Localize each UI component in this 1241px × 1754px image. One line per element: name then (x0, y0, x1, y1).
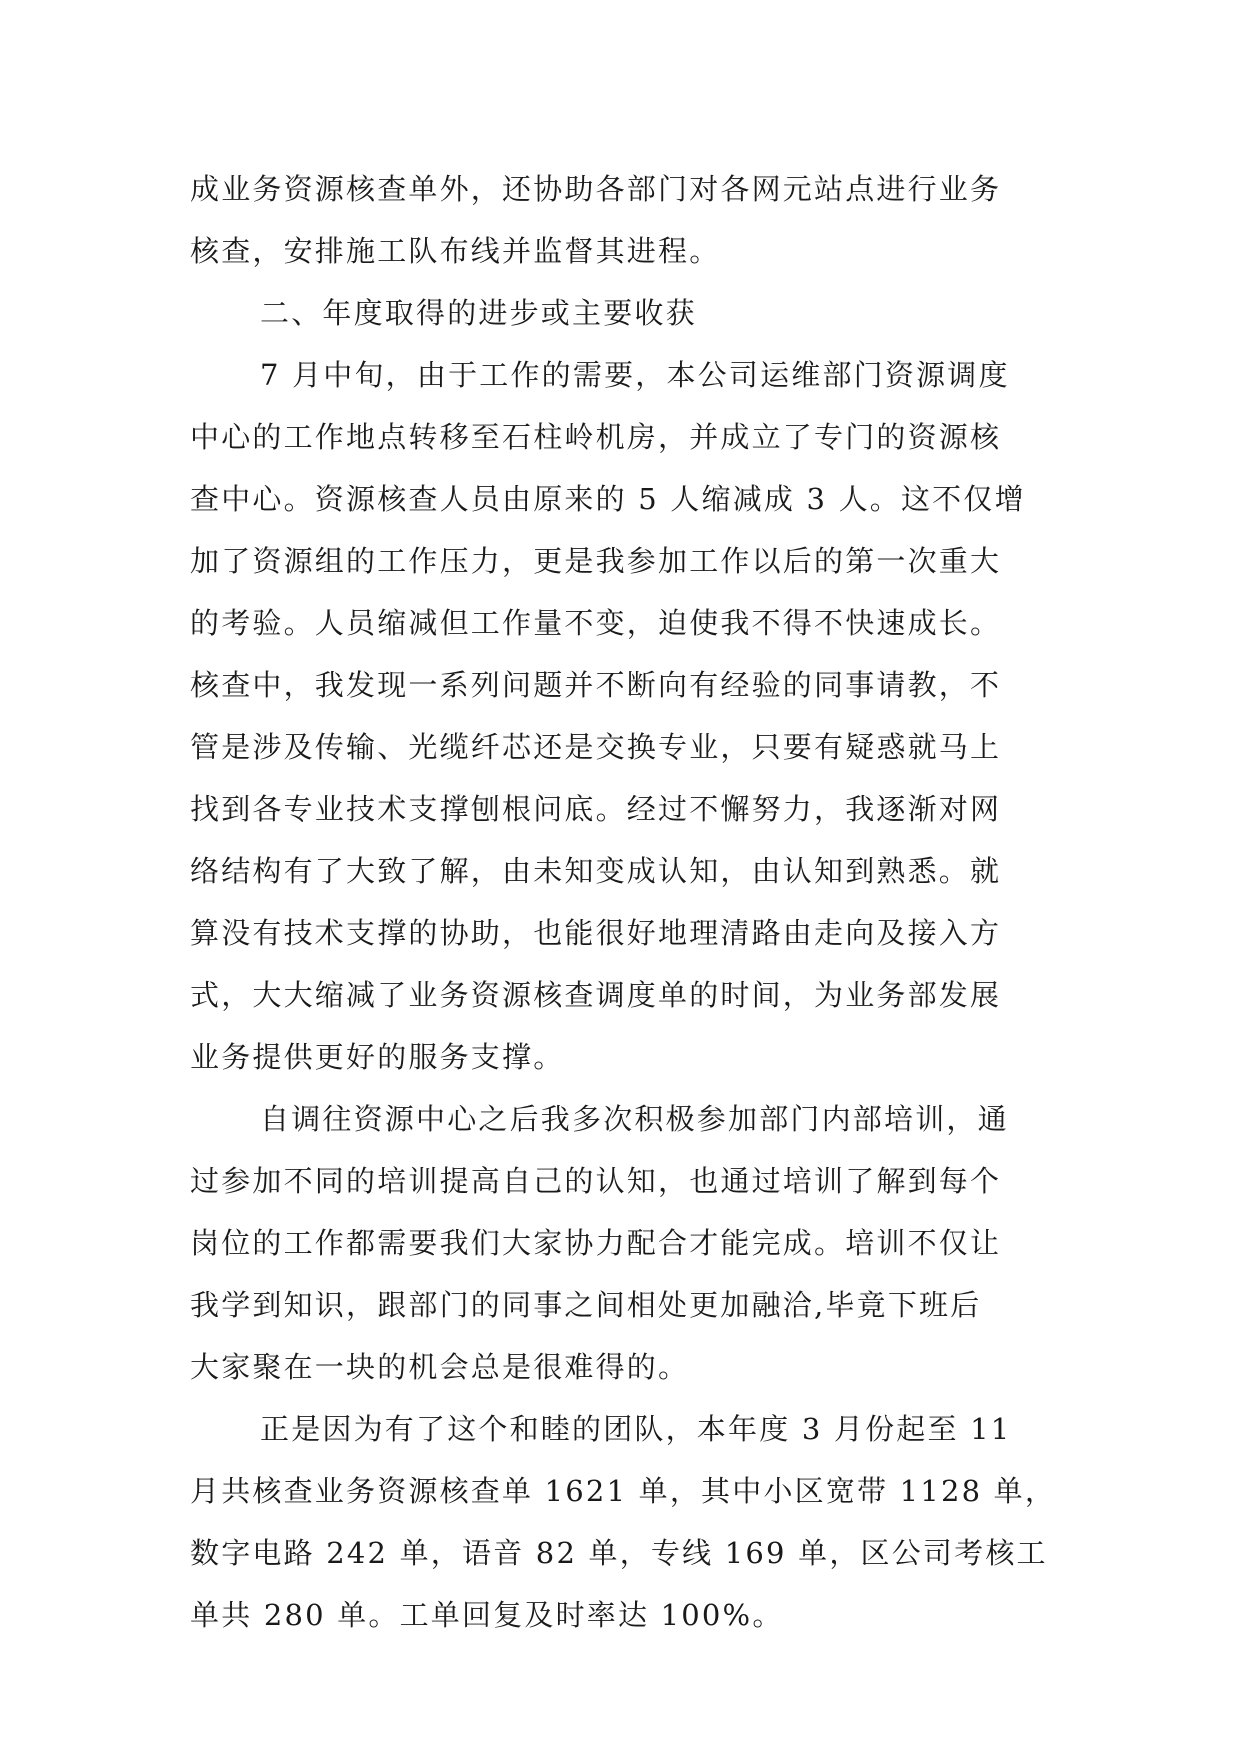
text-line: 加了资源组的工作压力，更是我参加工作以后的第一次重大 (190, 544, 1002, 578)
text-line: 查中心。资源核查人员由原来的 5 人缩减成 3 人。这不仅增 (190, 482, 1026, 516)
text-line: 月共核查业务资源核查单 1621 单，其中小区宽带 1128 单， (190, 1474, 1057, 1508)
text-line: 络结构有了大致了解，由未知变成认知，由认知到熟悉。就 (190, 854, 1002, 888)
text-line: 二、年度取得的进步或主要收获 (260, 296, 697, 330)
text-line: 核查中，我发现一系列问题并不断向有经验的同事请教，不 (190, 668, 1002, 702)
text-line: 式，大大缩减了业务资源核查调度单的时间，为业务部发展 (190, 978, 1002, 1012)
text-line: 管是涉及传输、光缆纤芯还是交换专业，只要有疑惑就马上 (190, 730, 1002, 764)
text-line: 业务提供更好的服务支撑。 (190, 1040, 565, 1074)
text-line: 过参加不同的培训提高自己的认知，也通过培训了解到每个 (190, 1164, 1002, 1198)
document-body (190, 158, 1056, 1646)
text-line: 单共 280 单。工单回复及时率达 100%。 (190, 1598, 784, 1632)
text-line: 我学到知识，跟部门的同事之间相处更加融洽,毕竟下班后 (190, 1288, 982, 1322)
text-line: 大家聚在一块的机会总是很难得的。 (190, 1350, 690, 1384)
text-line: 中心的工作地点转移至石柱岭机房，并成立了专门的资源核 (190, 420, 1002, 454)
text-line: 的考验。人员缩减但工作量不变，迫使我不得不快速成长。 (190, 606, 1002, 640)
text-line: 数字电路 242 单，语音 82 单，专线 169 单，区公司考核工 (190, 1536, 1048, 1570)
text-line: 7 月中旬，由于工作的需要，本公司运维部门资源调度 (260, 358, 1010, 392)
text-line: 成业务资源核查单外，还协助各部门对各网元站点进行业务 (190, 172, 1002, 206)
text-line: 找到各专业技术支撑刨根问底。经过不懈努力，我逐渐对网 (190, 792, 1002, 826)
text-line: 岗位的工作都需要我们大家协力配合才能完成。培训不仅让 (190, 1226, 1002, 1260)
text-line: 核查，安排施工队布线并监督其进程。 (190, 234, 721, 268)
text-line: 自调往资源中心之后我多次积极参加部门内部培训，通 (260, 1102, 1009, 1136)
text-line: 正是因为有了这个和睦的团队，本年度 3 月份起至 11 (260, 1412, 1012, 1446)
text-line: 算没有技术支撑的协助，也能很好地理清路由走向及接入方 (190, 916, 1002, 950)
